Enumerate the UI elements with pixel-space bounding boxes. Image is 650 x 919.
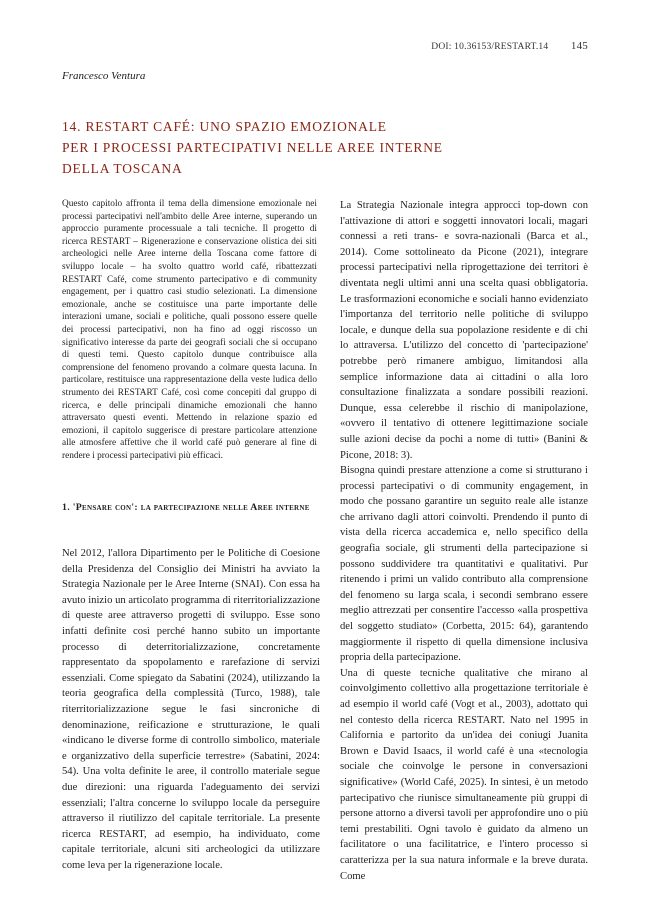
left-body-paragraph: Nel 2012, l'allora Dipartimento per le Politiche di Coesione della Presidenza del Consiglio dei Ministri ha avviato la Strategia Nazionale per le Aree Interne (SNAI). Con essa ha avuto inizio un articolato programma di riterritorializzazione di queste aree attraverso progetti di sviluppo. Esse sono infatti definite così perché hanno subito un importante processo di deterritorializzazione, concretamente rappresentato da spopolamento e rarefazione di servizi essenziali. Come spiegato da Sabatini (2024), utilizzando la teoria geografica della complessità (Turco, 1988), tale riterritorializzazione segue le fasi sincroniche di denominazione, reificazione e strutturazione, le quali «indicano le diverse forme di controllo simbolico, materiale e organizzativo della superficie terrestre» (Sabatini, 2024: 54). Una volta definite le aree, il controllo materiale segue due direzioni: una riguarda l'adeguamento dei servizi essenziali; l'altra concerne lo sviluppo locale da perseguire attraverso il riutilizzo del capitale territoriale. La presente ricerca RESTART, ad esempio, ha individuato, come capitale territoriale, alcuni siti archeologici da utilizzare come leva per la rigenerazione locale. [62, 548, 320, 871]
chapter-abstract [62, 198, 317, 462]
section-heading: 1. 'Pensare con': la partecipazione nelle Aree interne [62, 502, 310, 513]
chapter-title-line-2: PER I PROCESSI PARTECIPATIVI NELLE AREE INTERNE [62, 140, 443, 155]
author-name: Francesco Ventura [62, 70, 146, 82]
left-column-body [62, 546, 320, 873]
right-paragraph-3: Una di queste tecniche qualitative che mirano al coinvolgimento collettivo alla progettazione territoriale è ad esempio il world café (Vogt et al., 2003), adottato qui nel contesto della ricerca RESTART. Nato nel 1995 in California e partorito da un'idea dei coniugi Juanita Brown e David Isaacs, il world café è una «tecnologia sociale che coinvolge le persone in conversazioni significative» (World Café, 2025). In sintesi, è un metodo partecipativo che riunisce simultaneamente più gruppi di persone attorno a diversi tavoli per approfondire uno o più temi prestabiliti. Ogni tavolo è guidato da almeno un facilitatore o una facilitatrice, e l'intero processo si caratterizza per la sua natura informale e la breve durata. Come [340, 667, 588, 882]
chapter-title [62, 116, 482, 179]
chapter-title-line-3: DELLA TOSCANA [62, 161, 183, 176]
running-header [431, 40, 588, 52]
right-paragraph-2: Bisogna quindi prestare attenzione a come si strutturano i processi partecipativi o di community engagement, in modo che possano garantire un seguito reale alle istanze che arrivano dagli attori coinvolti. Prendendo il punto di vista della ricerca accademica e, nello specifico della geografia sociale, gli strumenti della partecipazione si possono suddividere tra quantitativi e qualitativi. Pur ritenendo i primi un valido contributo alla comprensione del fenomeno su larga scala, i secondi sembrano essere meglio attrezzati per consentire l'accesso «alla prospettiva del soggetto studiato» (Corbetta, 2015: 64), garantendo maggiormente il rispetto di quella dimensione inclusiva propria della partecipazione. [340, 465, 588, 664]
chapter-title-line-1: 14. RESTART CAFÉ: UNO SPAZIO EMOZIONALE [62, 119, 387, 134]
right-column-body [340, 198, 588, 884]
doi-label: DOI: 10.36153/RESTART.14 [431, 42, 549, 52]
page-number: 145 [570, 40, 588, 52]
abstract-text: Questo capitolo affronta il tema della dimensione emozionale nei processi partecipativi nell'ambito delle Aree interne, superando un approccio puramente processuale a tali tecniche. Il progetto di ricerca RESTART – Rigenerazione e conservazione olistica dei siti archeologici nelle Aree interne della Toscana come fattore di sviluppo locale – ha svolto quattro world café, ribattezzati RESTART Café, come strumento partecipativo e di community engagement, per i quattro casi studio selezionati. La dimensione emozionale, anche se costituisce una parte importante delle interazioni umane, sociali e politiche, quali possono essere quelle dei processi partecipativi, non ha fino ad oggi riscosso un significativo interesse da parte dei geografi sociali che si occupano di questi temi. Questo capitolo dunque contribuisce alla comprensione del fenomeno provando a colmare questa lacuna. In particolare, restituisce una rappresentazione della veste ludica dello strumento dei RESTART Café, così come concepiti dal gruppo di ricerca, e delle principali dinamiche emozionali che hanno attraversato questi eventi. Mettendo in relazione spazio ed emozioni, il capitolo suggerisce di prestare particolare attenzione alle atmosfere affettive che il world café può generare al fine di rendere i processi partecipativi più efficaci. [62, 199, 317, 461]
right-paragraph-1: La Strategia Nazionale integra approcci top-down con l'attivazione di attori e soggetti innovatori locali, magari connessi a reti trans- e sovra-nazionali (Barca et al., 2014). Come sottolineato da Picone (2021), integrare processi partecipativi nella riprogettazione dei territori è diventata negli ultimi anni una scelta quasi obbligatoria. Le trasformazioni economiche e sociali hanno evidenziato l'importanza del territorio nelle politiche di sviluppo locale, e dunque della sua popolazione residente e di chi lo attraversa. L'utilizzo del concetto di 'partecipazione' potrebbe però rimanere ambiguo, limitandosi alla semplice informazione data ai cittadini o alla loro consultazione finalizzata a sondare possibili reazioni. Dunque, essa celerebbe il rischio di manipolazione, «ovvero il tentativo di ottenere legittimazione sociale sulle azioni decise da pochi a nome di tutti» (Banini & Picone, 2018: 3). [340, 200, 588, 461]
